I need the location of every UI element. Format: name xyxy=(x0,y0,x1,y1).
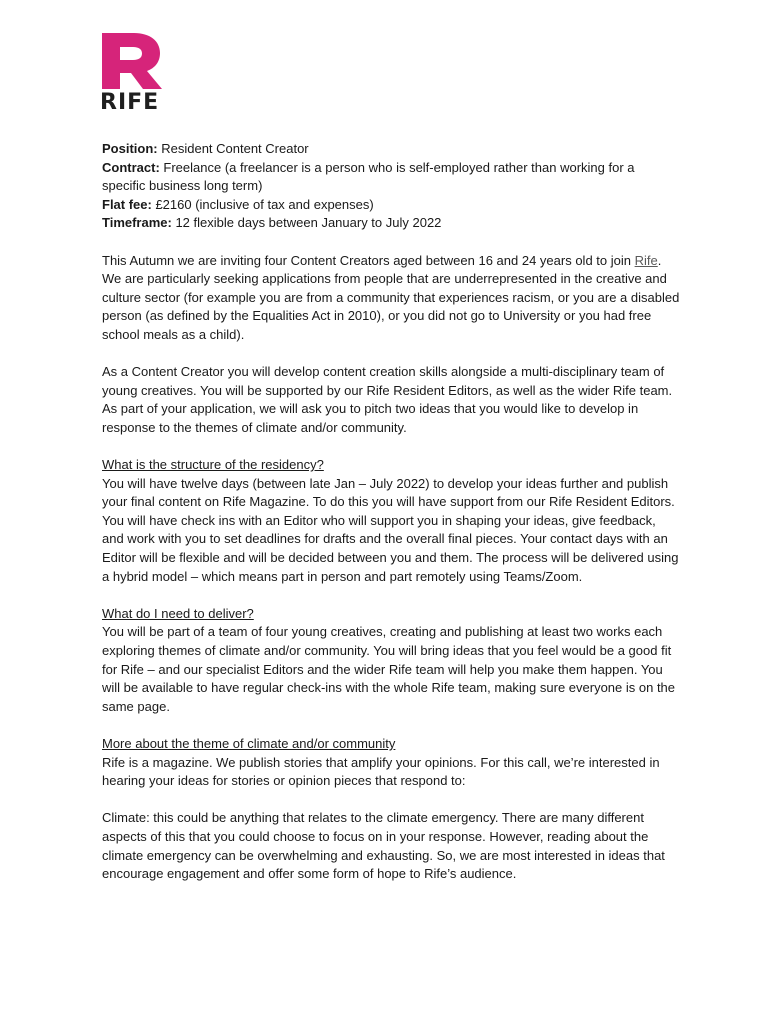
detail-fee: Flat fee: £2160 (inclusive of tax and expenses) xyxy=(102,196,374,212)
theme-heading: More about the theme of climate and/or community xyxy=(102,736,396,751)
theme-body: Rife is a magazine. We publish stories that amplify your opinions. For this call, we’re interested in hearing your ideas for stories or opinion pieces that respond to: xyxy=(102,754,660,789)
document-body xyxy=(102,140,680,884)
detail-contract: Contract: Freelance (a freelancer is a person who is self-employed rather than working for a specific business long term) xyxy=(102,159,635,194)
job-details xyxy=(102,140,680,233)
rife-link[interactable]: Rife xyxy=(634,252,658,268)
detail-timeframe: Timeframe: 12 flexible days between January to July 2022 xyxy=(102,215,442,231)
deliver-body: You will be part of a team of four young creatives, creating and publishing at least two works each exploring themes of climate and/or community. You will bring ideas that you feel would be a good fit for Rife – and our specialist Editors and the wider Rife team will help you make them happen. You will be available to have regular check-ins with the whole Rife team, making sure everyone is on the same page. xyxy=(102,624,676,714)
rife-r-mark-icon xyxy=(100,33,164,89)
role-paragraph: As a Content Creator you will develop content creation skills alongside a multi-disciplinary team of young creatives. You will be supported by our Rife Resident Editors, as well as the wider Rife team. As part of your application, we will ask you to pitch two ideas that you would like to develop in response to the themes of climate and/or community. xyxy=(102,364,673,435)
deliver-heading: What do I need to deliver? xyxy=(102,605,254,621)
detail-position: Position: Resident Content Creator xyxy=(102,141,309,156)
intro-paragraph: This Autumn we are inviting four Content Creators aged between 16 and 24 years old to join Rife. We are particularly seeking applications from people that are underrepresented in the creative and culture sector (for example you are from a community that experiences racism, or you are a disabled person (as defined by the Equalities Act in 2010), or you did not go to University or you had free school meals as a child). xyxy=(102,252,680,342)
logo-wordmark: RIFE xyxy=(100,90,160,115)
structure-heading: What is the structure of the residency? xyxy=(102,457,324,473)
rife-logo xyxy=(100,33,164,117)
structure-body: You will have twelve days (between late Jan – July 2022) to develop your ideas further and publish your final content on Rife Magazine. To do this you will have support from our Rife Resident Editors. You will have check ins with an Editor who will support you in shaping your ideas, give feedback, and work with you to set deadlines for drafts and the overall final pieces. Your contact days with an Editor will be flexible and will be decided between you and them. The process will be delivered using a hybrid model – which means part in person and part remotely using Teams/Zoom. xyxy=(102,475,679,584)
climate-paragraph: Climate: this could be anything that relates to the climate emergency. There are many different aspects of this that you could choose to focus on in your response. However, reading about the climate emergency can be overwhelming and exhausting. So, we are most interested in ideas that encourage engagement and offer some form of hope to Rife’s audience. xyxy=(102,810,665,882)
